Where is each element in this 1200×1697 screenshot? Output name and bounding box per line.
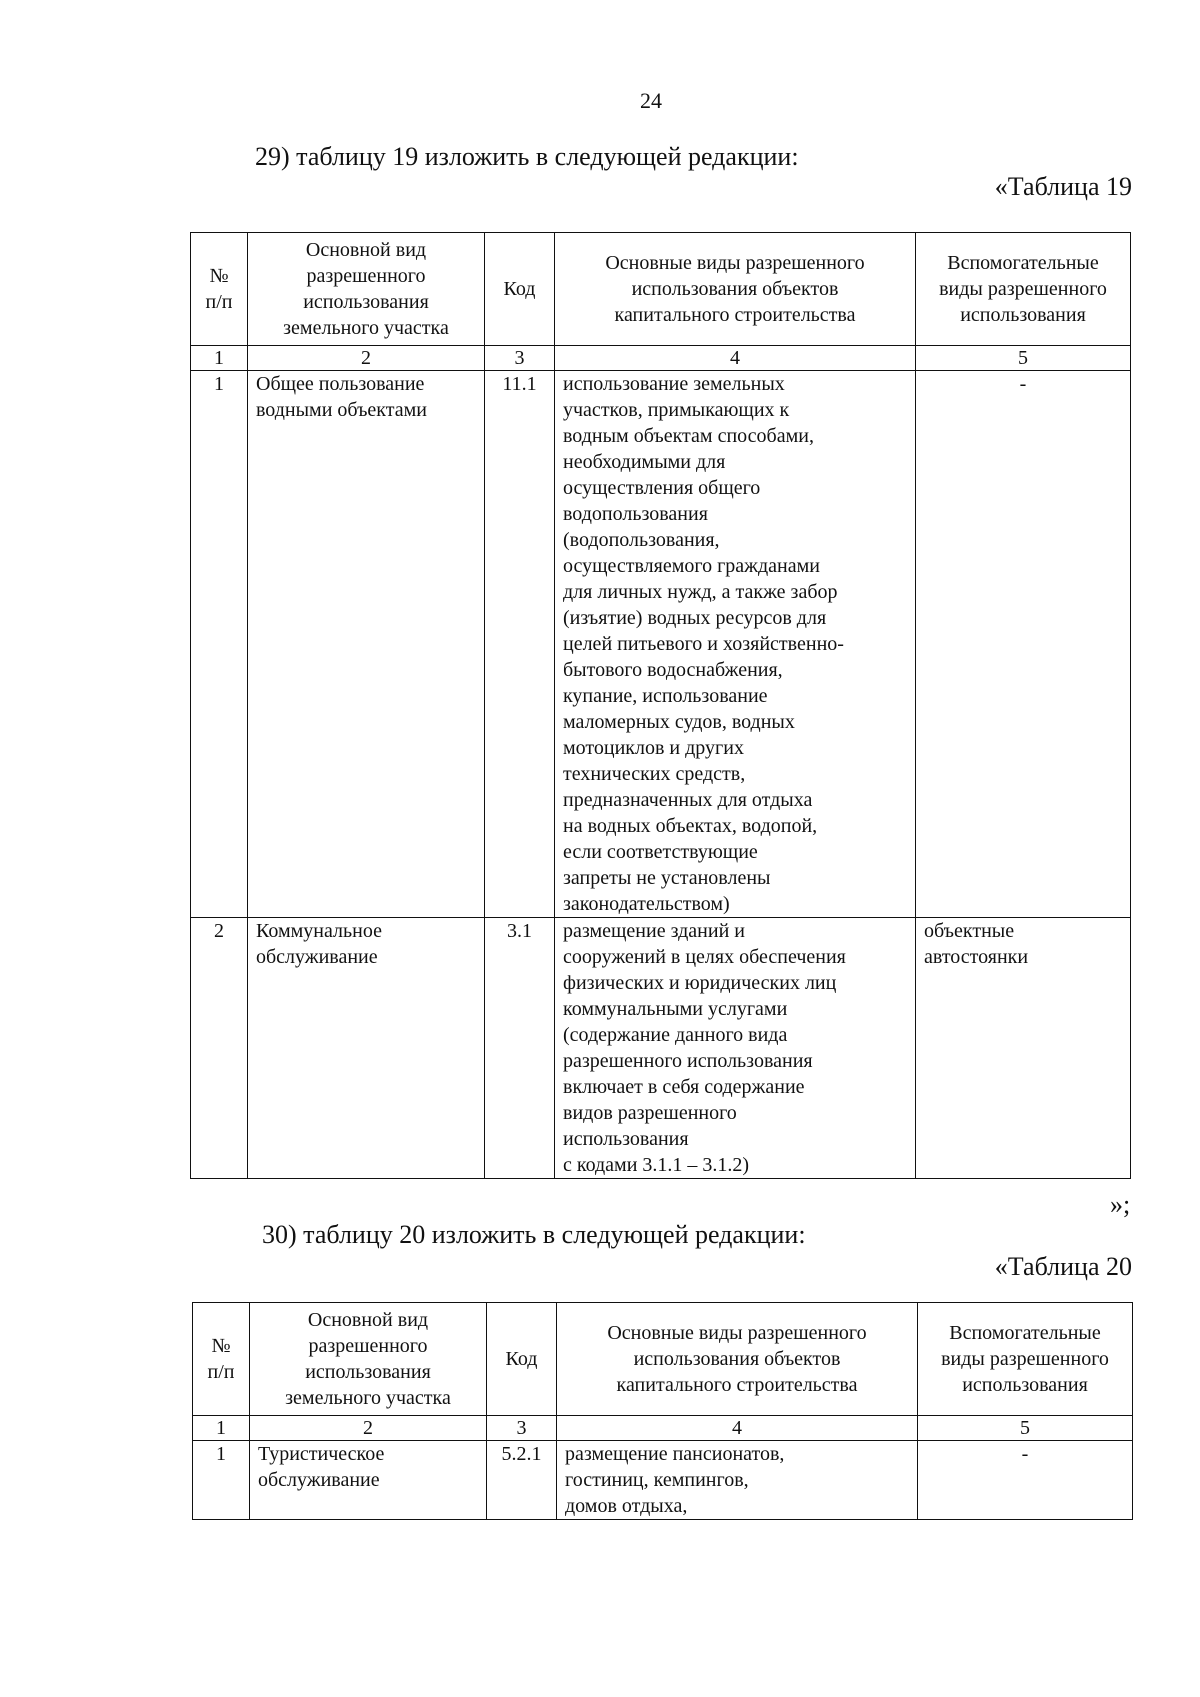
table-row bbox=[191, 918, 1131, 1179]
header-num: № п/п bbox=[193, 1303, 250, 1416]
row-num: 1 bbox=[193, 1441, 250, 1520]
header-num: № п/п bbox=[191, 233, 248, 346]
column-number-row bbox=[193, 1416, 1133, 1441]
header-aux-kinds: Вспомогательные виды разрешенного использования bbox=[918, 1303, 1133, 1416]
header-main-kinds: Основные виды разрешенного использования объектов капитального строительства bbox=[557, 1303, 918, 1416]
table-row bbox=[193, 1441, 1133, 1520]
row-aux-kinds: - bbox=[918, 1441, 1133, 1520]
column-number: 4 bbox=[557, 1416, 918, 1441]
table-row bbox=[191, 371, 1131, 918]
column-number: 3 bbox=[487, 1416, 557, 1441]
column-number: 4 bbox=[555, 346, 916, 371]
table-19-label: «Таблица 19 bbox=[994, 172, 1132, 201]
table-20-label: «Таблица 20 bbox=[994, 1252, 1132, 1281]
table-19-closing-mark: »; bbox=[1110, 1190, 1131, 1219]
column-number: 5 bbox=[916, 346, 1131, 371]
header-aux-kinds: Вспомогательные виды разрешенного использования bbox=[916, 233, 1131, 346]
row-main-kinds: размещение зданий и сооружений в целях обеспечения физических и юридических лиц коммунальными услугами (содержание данного вида разрешенного использования включает в себя содержание видов разрешенного использования с кодами 3.1.1 – 3.1.2) bbox=[555, 918, 916, 1179]
row-num: 1 bbox=[191, 371, 248, 918]
row-main-use: Коммунальное обслуживание bbox=[248, 918, 485, 1179]
column-number: 5 bbox=[918, 1416, 1133, 1441]
column-number: 3 bbox=[485, 346, 555, 371]
column-number: 2 bbox=[250, 1416, 487, 1441]
table-header-row bbox=[193, 1303, 1133, 1416]
row-code: 5.2.1 bbox=[487, 1441, 557, 1520]
header-code: Код bbox=[487, 1303, 557, 1416]
table-19 bbox=[190, 232, 1131, 1179]
row-main-kinds: размещение пансионатов, гостиниц, кемпингов, домов отдыха, bbox=[557, 1441, 918, 1520]
column-number: 1 bbox=[193, 1416, 250, 1441]
row-code: 3.1 bbox=[485, 918, 555, 1179]
row-main-use: Туристическое обслуживание bbox=[250, 1441, 487, 1520]
header-main-use: Основной вид разрешенного использования земельного участка bbox=[248, 233, 485, 346]
section-29-heading: 29) таблицу 19 изложить в следующей редакции: bbox=[255, 142, 799, 171]
column-number: 2 bbox=[248, 346, 485, 371]
table-header-row bbox=[191, 233, 1131, 346]
section-30-heading: 30) таблицу 20 изложить в следующей редакции: bbox=[262, 1220, 806, 1249]
header-code: Код bbox=[485, 233, 555, 346]
header-main-use: Основной вид разрешенного использования земельного участка bbox=[250, 1303, 487, 1416]
column-number-row bbox=[191, 346, 1131, 371]
header-main-kinds: Основные виды разрешенного использования объектов капитального строительства bbox=[555, 233, 916, 346]
page-number: 24 bbox=[640, 88, 662, 113]
row-main-kinds: использование земельных участков, примыкающих к водным объектам способами, необходимыми для осуществления общего водопользования (водопользования, осуществляемого гражданами для личных нужд, а также забор (изъятие) водных ресурсов для целей питьевого и хозяйственно- бытового водоснабжения, купание, использование маломерных судов, водных мотоциклов и других технических средств, предназначенных для отдыха на водных объектах, водопой, если соответствующие запреты не установлены законодательством) bbox=[555, 371, 916, 918]
row-num: 2 bbox=[191, 918, 248, 1179]
row-aux-kinds: - bbox=[916, 371, 1131, 918]
row-main-use: Общее пользование водными объектами bbox=[248, 371, 485, 918]
table-20 bbox=[192, 1302, 1133, 1520]
column-number: 1 bbox=[191, 346, 248, 371]
row-aux-kinds: объектные автостоянки bbox=[916, 918, 1131, 1179]
row-code: 11.1 bbox=[485, 371, 555, 918]
